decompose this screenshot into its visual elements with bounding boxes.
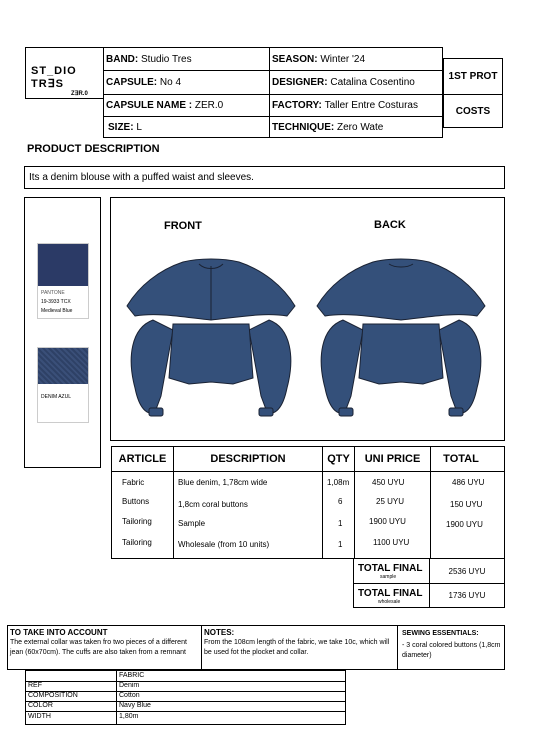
fabric-color-key: COLOR — [28, 702, 53, 709]
brand-cell — [103, 47, 270, 71]
technique-label: TECHNIQUE: — [272, 121, 335, 133]
total-wholesale-label: TOTAL FINAL — [358, 588, 423, 599]
total-wholesale-value-cell — [429, 583, 505, 608]
total-sample-label: TOTAL FINAL — [358, 563, 423, 574]
denim-color-block — [38, 348, 88, 384]
total-wholesale-sub: wholesale — [378, 599, 401, 605]
notes-title: NOTES: — [204, 628, 235, 637]
row2-qty: 6 — [338, 497, 343, 506]
row4-unit-price: 1100 UYU — [373, 538, 410, 547]
col-description: DESCRIPTION — [210, 453, 286, 465]
factory-label: FACTORY: — [272, 100, 322, 111]
proto-label: 1ST PROT — [448, 71, 498, 82]
row1-description: Blue denim, 1,78cm wide — [178, 478, 268, 487]
row1-total: 486 UYU — [452, 478, 485, 487]
col-qty: QTY — [327, 453, 350, 465]
row3-qty: 1 — [338, 519, 343, 528]
row4-description: Wholesale (from 10 units) — [178, 540, 270, 549]
denim-label: DENIM AZUL — [41, 394, 72, 400]
row3-article: Tailoring — [122, 517, 152, 526]
garment-views-panel — [110, 197, 505, 441]
row4-article: Tailoring — [122, 538, 152, 547]
fabric-color-value: Navy Blue — [119, 702, 151, 709]
row3-description: Sample — [178, 519, 206, 528]
row2-unit-price: 25 UYU — [376, 497, 405, 506]
account-text: The external collar was taken fro two pieces of a different jean (60x70cm). The cuffs are also taken from a remnant — [10, 639, 187, 656]
back-blouse-illustration — [303, 258, 499, 422]
front-view-label: FRONT — [164, 220, 202, 232]
row2-article: Buttons — [122, 497, 150, 506]
pantone-swatch — [37, 243, 89, 319]
costs-cell — [443, 94, 503, 128]
front-blouse-illustration — [113, 258, 309, 422]
denim-swatch — [37, 347, 89, 423]
season-label: SEASON: — [272, 53, 318, 65]
notes-box — [201, 625, 398, 670]
total-sample-label-cell — [353, 558, 430, 584]
size-cell — [103, 116, 270, 138]
logo-line3: Z∃R.0 — [71, 91, 88, 97]
season-value: Winter '24 — [320, 53, 366, 65]
technique-value: Zero Wate — [337, 121, 384, 133]
total-sample-value: 2536 UYU — [448, 566, 486, 576]
row1-qty: 1,08m — [327, 478, 350, 487]
fabric-ref-value: Denim — [119, 682, 140, 689]
sewing-text: - 3 coral colored buttons (1,8cm diameter) — [402, 642, 501, 659]
capsule-label: CAPSULE: — [106, 77, 158, 88]
fabric-composition-value: Cotton — [119, 692, 140, 699]
total-sample-value-cell — [429, 558, 505, 584]
fabric-ref-key: REF — [28, 682, 42, 689]
fabric-title: FABRIC — [119, 672, 145, 679]
row4-qty: 1 — [338, 540, 343, 549]
designer-value: Catalina Cosentino — [330, 77, 415, 88]
account-box — [7, 625, 202, 670]
capsule-cell — [103, 70, 270, 95]
pantone-color-block — [38, 244, 88, 286]
notes-text: From the 108cm length of the fabric, we take 10c, which will be used fot the plocket and collar. — [204, 639, 390, 656]
total-sample-sub: sample — [380, 574, 397, 580]
brand-label: BAND: — [106, 53, 139, 65]
total-wholesale-label-cell — [353, 583, 430, 608]
pantone-label: PANTONE — [41, 290, 65, 296]
swatch-panel — [24, 197, 101, 468]
logo-box — [25, 47, 104, 99]
row3-unit-price: 1900 UYU — [369, 517, 406, 526]
pantone-code: 19-3933 TCX — [41, 299, 71, 305]
sewing-box — [397, 625, 505, 670]
factory-value: Taller Entre Costuras — [324, 100, 418, 111]
proto-cell — [443, 58, 503, 95]
row2-description: 1,8cm coral buttons — [178, 500, 248, 509]
pantone-name: Medieval Blue — [41, 308, 73, 314]
designer-label: DESIGNER: — [272, 77, 328, 88]
logo-line2: TR∃S — [31, 78, 64, 90]
logo-line1: ST_DIO — [31, 65, 77, 77]
col-article: ARTICLE — [118, 453, 167, 465]
row2-total: 150 UYU — [450, 500, 483, 509]
product-description-text: Its a denim blouse with a puffed waist and sleeves. — [29, 172, 254, 183]
row1-article: Fabric — [122, 478, 145, 487]
sewing-title: SEWING ESSENTIALS: — [402, 630, 479, 637]
capsule-name-value: ZER.0 — [194, 100, 224, 111]
costs-table — [111, 446, 505, 559]
size-value: L — [136, 121, 142, 133]
capsule-value: No 4 — [159, 77, 182, 88]
designer-cell — [269, 70, 443, 95]
back-view-label: BACK — [374, 219, 406, 231]
row1-unit-price: 450 UYU — [372, 478, 405, 487]
product-description-box — [24, 166, 505, 189]
account-title: TO TAKE INTO ACCOUNT — [10, 628, 108, 637]
fabric-composition-key: COMPOSITION — [28, 692, 78, 699]
product-description-title: PRODUCT DESCRIPTION — [27, 143, 160, 155]
col-unit-price: UNI PRICE — [364, 453, 421, 465]
brand-value: Studio Tres — [141, 53, 192, 65]
fabric-table — [25, 670, 346, 725]
total-wholesale-value: 1736 UYU — [448, 591, 486, 600]
technique-cell — [269, 116, 443, 138]
size-label: SIZE: — [108, 121, 134, 133]
costs-label: COSTS — [455, 105, 491, 117]
fabric-width-key: WIDTH — [28, 713, 51, 720]
row3-total: 1900 UYU — [446, 520, 483, 529]
capsule-name-label: CAPSULE NAME : — [106, 100, 193, 111]
factory-cell — [269, 94, 443, 117]
season-cell — [269, 47, 443, 71]
col-total: TOTAL — [443, 453, 479, 465]
capsule-name-cell — [103, 94, 270, 117]
fabric-width-value: 1,80m — [119, 713, 139, 720]
